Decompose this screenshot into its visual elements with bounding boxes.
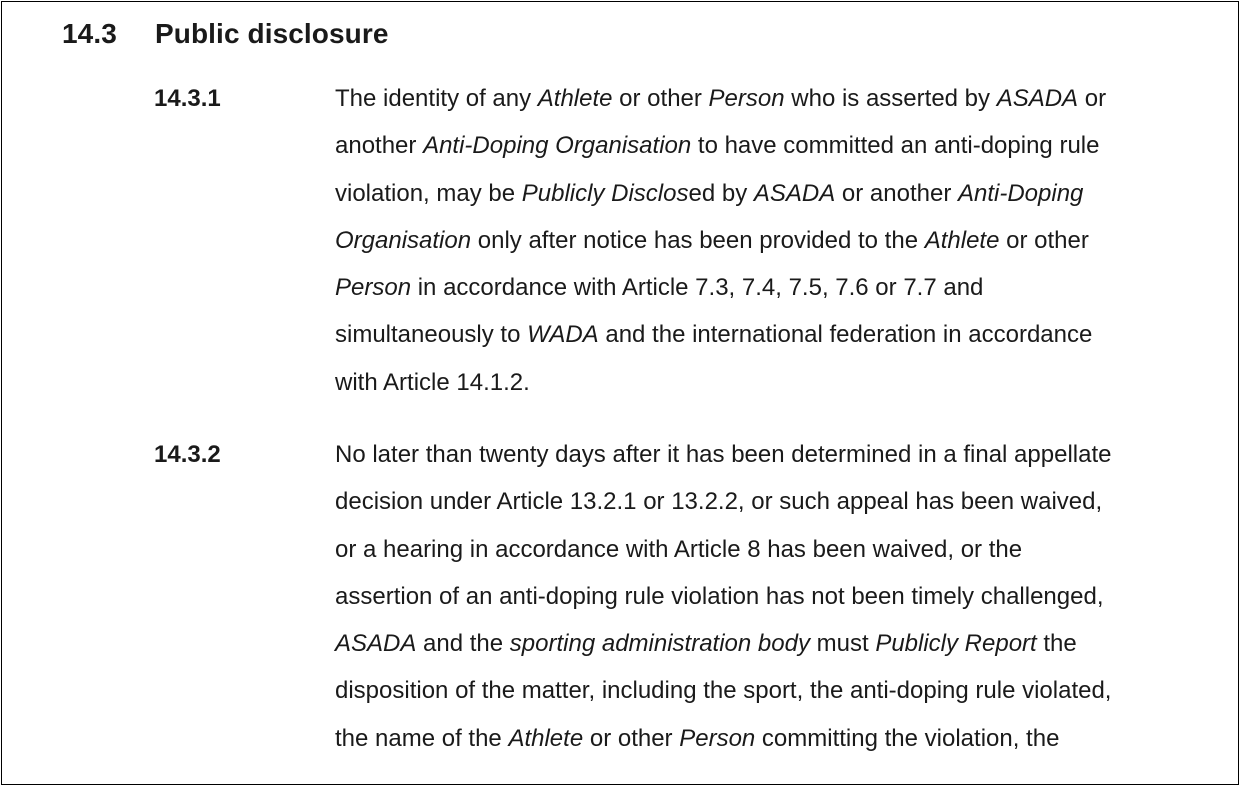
text-segment: or other [612,85,709,112]
defined-term: Person [708,85,785,112]
text-segment: only after notice has been provided to the [471,226,925,254]
text-segment: in accordance with Article 7.3, 7.4, 7.5, 7.6 or 7.7 and [411,274,984,302]
text-segment: to have committed an anti-doping rule [691,132,1100,160]
defined-term: sporting administration body [509,630,810,658]
defined-term: Organisation [335,226,472,254]
defined-term: ASADA [996,85,1079,112]
text-segment: assertion of an anti-doping rule violation has not been timely challenged, [335,582,1104,610]
clause-number: 14.3.2 [154,441,221,468]
text-line [335,573,1225,620]
text-segment: and the [416,630,510,658]
text-segment: ed by [688,179,754,207]
clause-number: 14.3.1 [154,85,221,112]
text-line [335,526,1225,573]
defined-term: Publicly Disclos [521,179,689,207]
text-line [335,620,1225,667]
text-segment: or other [999,226,1089,254]
defined-term: Athlete [924,226,1000,254]
text-line [335,478,1225,525]
defined-term: WADA [527,321,599,349]
text-segment: who is asserted by [784,85,997,112]
section-heading [62,18,389,50]
defined-term: ASADA [753,179,836,207]
text-segment: or other [583,724,680,752]
text-segment: decision under Article 13.2.1 or 13.2.2, or such appeal has been waived, [335,488,1103,516]
text-segment: disposition of the matter, including the sport, the anti-doping rule violated, [335,677,1112,705]
text-line [335,170,1225,217]
text-segment: another [335,132,424,160]
defined-term: ASADA [335,630,417,658]
section-title: Public disclosure [155,18,389,49]
text-segment: the name of the [335,724,509,752]
text-line [335,715,1225,762]
text-line [335,431,1225,478]
defined-term: Person [335,274,412,302]
text-segment: and the international federation in accordance [598,321,1093,349]
text-segment: or [1078,85,1107,112]
defined-term: Publicly Report [875,630,1037,658]
clause-text [335,431,1225,762]
text-segment: The identity of any [335,85,538,112]
text-segment: simultaneously to [335,321,528,349]
text-line [335,122,1225,169]
text-line [335,217,1225,264]
text-line [335,75,1225,122]
text-line [335,264,1225,311]
text-segment: must [809,630,876,658]
text-segment: or another [835,179,958,207]
defined-term: Anti-Doping [958,179,1084,207]
text-segment: with Article 14.1.2. [335,368,530,396]
clause-text [335,75,1225,406]
text-segment: No later than twenty days after it has been determined in a final appellate [335,441,1112,468]
section-number: 14.3 [62,18,117,49]
text-segment: violation, may be [335,179,522,207]
text-line [335,311,1225,358]
text-line [335,359,1225,406]
text-segment: or a hearing in accordance with Article 8 has been waived, or the [335,535,1023,563]
defined-term: Athlete [508,724,584,752]
defined-term: Anti-Doping Organisation [423,132,692,160]
defined-term: Person [679,724,756,752]
text-line [335,667,1225,714]
text-segment: the [1036,630,1077,658]
text-segment: committing the violation, the [755,724,1060,752]
defined-term: Athlete [537,85,613,112]
document-page [1,1,1239,785]
